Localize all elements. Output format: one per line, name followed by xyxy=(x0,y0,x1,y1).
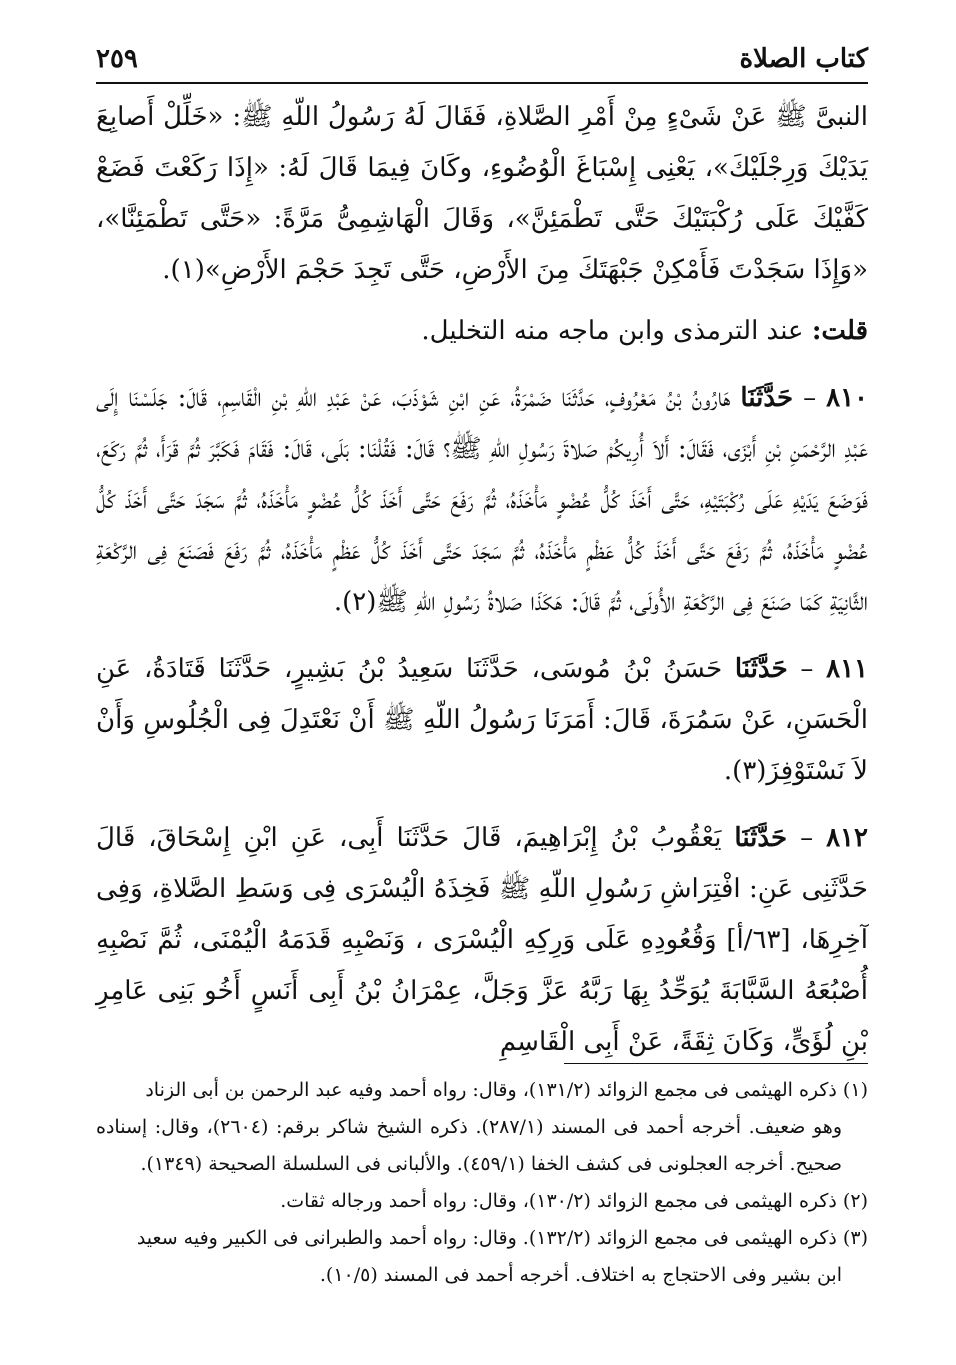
footnote-3: (٣) ذكره الهيثمى فى مجمع الزوائد (١٣٢/٢). وقال: رواه أحمد والطبرانى فى الكبير وفيه سعيد xyxy=(136,1227,868,1249)
hadith-text: حَسَنُ بْنُ مُوسَى، حَدَّثَنَا سَعِيدُ بْنُ بَشِيرٍ، حَدَّثَنَا قَتَادَةُ، عَنِ الْحَسَنِ، عَنْ سَمُرَةَ، قَالَ: أَمَرَنَا رَسُولُ اللّهِ ﷺ أَنْ نَعْتَدِلَ فِى الْجُلُوسِ وَأَنْ لاَ نَسْتَوْفِزَ(٣). xyxy=(96,654,868,786)
page-header xyxy=(96,44,868,82)
hadith-text: يَعْقُوبُ بْنُ إِبْرَاهِيمَ، قَالَ حَدَّثَنَا أَبِى، عَنِ ابْنِ إِسْحَاقَ، قَالَ حَدَّثَنِى عَنِ: افْتِرَاشِ رَسُولِ اللّهِ ﷺ فَخِذَهُ الْيُسْرَى فِى وَسَطِ الصَّلاةِ، وَفِى آخِرِهَا، [٦٣/أ] وَقُعُودِهِ عَلَى وَرِكِهِ الْيُسْرَى ، وَنَصْبِهِ قَدَمَهُ الْيُمْنَى، ثُمَّ نَصْبِهِ أُصْبُعَهُ السَّبَّابَةَ يُوَحِّدُ بِهَا رَبَّهُ عَزَّ وَجَلَّ، عِمْرَانُ بْنُ أَبِى أَنَسٍ أَخُو بَنِى عَامِرِ بْنِ لُؤَىٍّ، وَكَانَ ثِقَةً، عَنْ أَبِى الْقَاسِمِ xyxy=(96,823,868,1057)
book-title: كتاب الصلاة xyxy=(739,44,868,74)
footnote-3-continuation: ابن بشير وفى الاحتجاج به اختلاف. أخرجه أحمد فى المسند (١٠/٥). xyxy=(319,1264,842,1286)
hadith-text: هَارُونُ بْنُ مَعْرُوفٍ، حَدَّثَنَا ضَمْرَةُ، عَنِ ابْنِ شَوْذَبَ، عَنْ عَبْدِ اللّهِ بْنِ الْقَاسِمِ، قَالَ: جَلَسْنَا إِلَى عَبْدِ الرَّحْمَنِ بْنِ أَبْزَى، فَقَالَ: أَلاَ أُرِيكُمْ صَلاةَ رَسُولِ اللّهِ ﷺ؟ قَالَ: فَقُلْنَا: بَلَى، قَالَ: فَقَامَ فَكَبَّرَ ثُمَّ قَرَأَ، ثُمَّ رَكَعَ، فَوَضَعَ يَدَيْهِ عَلَى رُكْبَتَيْهِ، حَتَّى أَخَذَ كُلُّ عُضْوٍ مَأْخَذَهُ، ثُمَّ رَفَعَ حَتَّى أَخَذَ كُلُّ عُضْوٍ مَأْخَذَهُ، ثُمَّ سَجَدَ حَتَّى أَخَذَ كُلُّ عُضْوٍ مَأْخَذَهُ، ثُمَّ رَفَعَ حَتَّى أَخَذَ كُلُّ عَظْمٍ مَأْخَذَهُ، ثُمَّ سَجَدَ حَتَّى أَخَذَ كُلُّ عَظْمٍ مَأْخَذَهُ، ثُمَّ رَفَعَ فَصَنَعَ فِى الرَّكْعَةِ الثَّانِيَةِ كَمَا صَنَعَ فِى الرَّكْعَةِ الأُولَى، ثُمَّ قَالَ: هَكَذَا صَلاةُ رَسُولِ اللّهِ ﷺ(٢). xyxy=(96,383,868,617)
hadith-paragraph xyxy=(96,813,868,1068)
hadith-dash: – xyxy=(793,383,827,413)
note-label: قلت: xyxy=(811,316,868,346)
page-number: ٢٥٩ xyxy=(96,44,138,74)
hadith-dash: – xyxy=(787,654,827,684)
header-rule xyxy=(96,82,868,84)
note-paragraph xyxy=(96,306,868,357)
footnote-2: (٢) ذكره الهيثمى فى مجمع الزوائد (١٣٠/٢)، وقال: رواه أحمد ورجاله ثقات. xyxy=(280,1190,868,1212)
note-text: عند الترمذى وابن ماجه منه التخليل. xyxy=(421,316,812,346)
hadith-opening: حَدَّثَنَا xyxy=(740,383,794,413)
hadith-paragraph xyxy=(96,644,868,797)
hadith-number: ٨١٠ xyxy=(826,383,869,413)
hadith-paragraph xyxy=(96,373,868,628)
hadith-opening: حَدَّثَنَا xyxy=(734,823,788,853)
footnote-separator xyxy=(564,1063,868,1064)
main-text xyxy=(96,92,868,1068)
hadith-number: ٨١١ xyxy=(826,654,869,684)
intro-paragraph: النبىَّ ﷺ عَنْ شَىْءٍ مِنْ أَمْرِ الصَّلاةِ، فَقَالَ لَهُ رَسُولُ اللّهِ ﷺ: «خَلِّلْ أَصابِعَ يَدَيْكَ وَرِجْلَيْكَ»، يَعْنِى إِسْبَاغَ الْوُضُوءِ، وكَانَ فِيمَا قَالَ لَهُ: «إِذَا رَكَعْتَ فَضَعْ كَفَّيْكَ عَلَى رُكْبَتَيْكَ حَتَّى تَطْمَئِنَّ»، وَقَالَ الْهَاشِمِىُّ مَرَّةً: «حَتَّى تَطْمَئِنَّا»، «وَإِذَا سَجَدْتَ فَأَمْكِنْ جَبْهَتَكَ مِنَ الأَرْضِ، حَتَّى تَجِدَ حَجْمَ الأَرْضِ»(١). xyxy=(96,102,868,285)
footnotes xyxy=(96,1072,868,1294)
footnote-1: (١) ذكره الهيثمى فى مجمع الزوائد (١٣١/٢)، وقال: رواه أحمد وفيه عبد الرحمن بن أبى الزناد xyxy=(145,1079,868,1101)
hadith-opening: حَدَّثَنَا xyxy=(734,654,788,684)
hadith-number: ٨١٢ xyxy=(826,823,868,853)
hadith-dash: – xyxy=(787,823,827,853)
footnote-1-continuation: وهو ضعيف. أخرجه أحمد فى المسند (٢٨٧/١). ذكره الشيخ شاكر برقم: (٢٦٠٤)، وقال: إسناده صحيح. أخرجه العجلونى فى كشف الخفا (٤٥٩/١). والألبانى فى السلسلة الصحيحة (١٣٤٩). xyxy=(96,1116,842,1175)
